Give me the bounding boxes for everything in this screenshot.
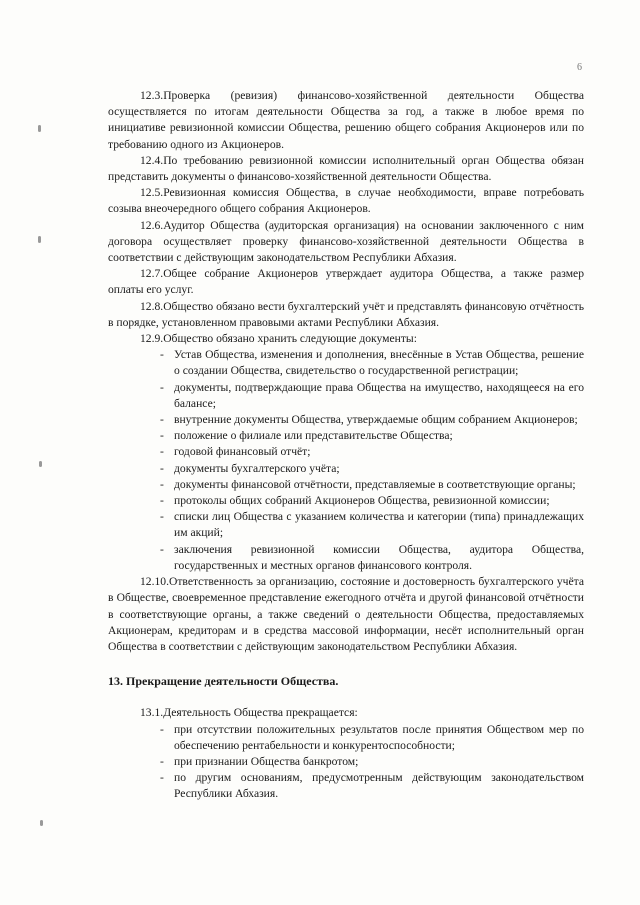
list-dash: -	[160, 413, 164, 427]
stored-documents-list	[160, 347, 584, 574]
list-item: - документы бухгалтерского учёта;	[160, 461, 584, 477]
document-body	[108, 88, 584, 803]
termination-grounds-list	[160, 722, 584, 803]
list-item: - при признании Общества банкротом;	[160, 754, 584, 770]
list-item: - документы финансовой отчётности, представляемые в соответствующие органы;	[160, 477, 584, 493]
list-dash: -	[160, 429, 164, 443]
clause-12-9: 12.9.Общество обязано хранить следующие документы:	[140, 332, 417, 346]
clause-12-6: 12.6.Аудитор Общества (аудиторская организация) на основании заключенного с ним договора осуществляет проверку финансово-хозяйственной деятельности Общества в соответствии с действующим законодательством Республики Абхазия.	[108, 218, 584, 265]
list-dash: -	[160, 542, 164, 556]
clause-12-3: 12.3.Проверка (ревизия) финансово-хозяйственной деятельности Общества осуществляется по итогам деятельности Общества за год, а также в любое время по инициативе ревизионной комиссии Общества, решению общего собрания Акционеров или по требованию одного из Акционеров.	[108, 89, 584, 151]
clause-12-5: 12.5.Ревизионная комиссия Общества, в случае необходимости, вправе потребовать созыва внеочередного общего собрания Акционеров.	[108, 186, 584, 216]
scan-speck	[38, 236, 41, 243]
list-item: - внутренние документы Общества, утверждаемые общим собранием Акционеров;	[160, 412, 584, 428]
list-item: - протоколы общих собраний Акционеров Общества, ревизионной комиссии;	[160, 493, 584, 509]
scan-speck	[40, 820, 43, 826]
list-dash: -	[160, 722, 164, 736]
page-number: 6	[577, 62, 582, 73]
list-item: - при отсутствии положительных результатов после принятия Обществом мер по обеспечению рентабельности и конкурентоспособности;	[160, 722, 584, 752]
list-item: - по другим основаниям, предусмотренным действующим законодательством Республики Абхазия.	[160, 771, 584, 801]
list-dash: -	[160, 494, 164, 508]
clause-12-7: 12.7.Общее собрание Акционеров утверждает аудитора Общества, а также размер оплаты его услуг.	[108, 267, 584, 297]
list-item: - списки лиц Общества с указанием количества и категории (типа) принадлежащих им акций;	[160, 510, 584, 540]
clause-12-4: 12.4.По требованию ревизионной комиссии исполнительный орган Общества обязан представить документы о финансово-хозяйственной деятельности Общества.	[108, 153, 584, 184]
list-dash: -	[160, 461, 164, 475]
clause-12-10: 12.10.Ответственность за организацию, состояние и достоверность бухгалтерского учёта в Обществе, своевременное представление ежегодного отчёта и другой финансовой отчётности в соответствующие органы, а также сведений о деятельности Общества, предоставляемых Акционерам, кредиторам и в средства массовой информации, несёт исполнительный орган Общества в соответствии с действующим законодательством Республики Абхазия.	[108, 575, 584, 653]
section-13-heading: 13. Прекращение деятельности Общества.	[108, 674, 339, 689]
list-dash: -	[160, 510, 164, 524]
list-dash: -	[160, 348, 164, 362]
scan-speck	[38, 125, 41, 132]
list-item: - заключения ревизионной комиссии Общества, аудитора Общества, государственных и местных органов финансового контроля.	[160, 542, 584, 572]
clause-12-8: 12.8.Общество обязано вести бухгалтерский учёт и представлять финансовую отчётность в порядке, установленном правовыми актами Республики Абхазия.	[108, 299, 584, 329]
list-dash: -	[160, 477, 164, 491]
list-item: - положение о филиале или представительстве Общества;	[160, 428, 584, 444]
clause-13-1: 13.1.Деятельность Общества прекращается:	[140, 706, 358, 720]
list-dash: -	[160, 380, 164, 394]
list-dash: -	[160, 771, 164, 785]
list-item: - документы, подтверждающие права Общества на имущество, находящееся на его балансе;	[160, 380, 584, 410]
list-dash: -	[160, 445, 164, 459]
list-dash: -	[160, 754, 164, 768]
list-item: - годовой финансовый отчёт;	[160, 444, 584, 460]
scan-speck	[39, 461, 42, 467]
list-item: - Устав Общества, изменения и дополнения, внесённые в Устав Общества, решение о создании Общества, свидетельство о государственной регистрации;	[160, 348, 584, 378]
